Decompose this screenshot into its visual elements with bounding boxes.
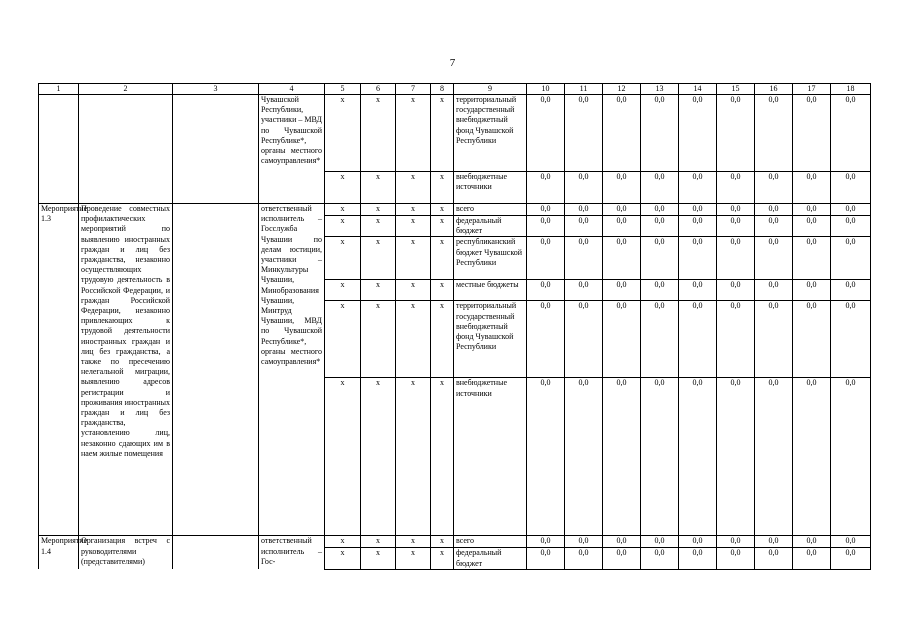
x-mark: x [325,204,361,216]
value-cell: 0,0 [565,237,603,280]
value-cell: 0,0 [679,172,717,204]
value-cell: 0,0 [717,301,755,378]
funding-source: всего [454,204,527,216]
value-cell: 0,0 [603,280,641,301]
value-cell: 0,0 [679,548,717,569]
value-cell: 0,0 [603,172,641,204]
value-cell: 0,0 [527,216,565,237]
x-mark: x [361,301,396,378]
x-mark: x [361,548,396,569]
value-cell: 0,0 [717,204,755,216]
x-mark: x [325,280,361,301]
column-header: 2 [79,84,173,95]
value-cell: 0,0 [527,378,565,536]
measure-title: Организация встреч с руководителями (представителями) [79,536,173,569]
x-mark: x [396,378,431,536]
executors: ответственный исполнитель – Гос- [259,536,325,569]
column-header: 6 [361,84,396,95]
x-mark: x [325,172,361,204]
x-mark: x [325,95,361,172]
value-cell: 0,0 [565,95,603,172]
value-cell: 0,0 [755,95,793,172]
funding-source: внебюджетные источники [454,378,527,536]
x-mark: x [325,301,361,378]
x-mark: x [431,536,454,548]
measure-title [79,95,173,204]
x-mark: x [396,301,431,378]
value-cell: 0,0 [641,280,679,301]
executors: ответственный исполнитель – Госслужба Чувашии по делам юстиции, участники – Минкультуры Чувашии, Минобразования Чувашии, Минтруд Чувашии, МВД по Чувашской Республике*, органы местного самоуправления* [259,204,325,536]
measure-label: Мероприятие 1.4 [39,536,79,569]
value-cell: 0,0 [793,378,831,536]
funding-source: всего [454,536,527,548]
value-cell: 0,0 [603,204,641,216]
value-cell: 0,0 [679,301,717,378]
table-row [39,204,871,216]
x-mark: x [325,378,361,536]
x-mark: x [361,280,396,301]
value-cell: 0,0 [755,536,793,548]
value-cell: 0,0 [831,172,871,204]
column-header: 9 [454,84,527,95]
value-cell: 0,0 [793,204,831,216]
x-mark: x [325,216,361,237]
column-header: 1 [39,84,79,95]
value-cell: 0,0 [603,95,641,172]
funding-source: республиканский бюджет Чувашской Республики [454,237,527,280]
x-mark: x [396,204,431,216]
value-cell: 0,0 [641,172,679,204]
funding-source: федеральный бюджет [454,216,527,237]
value-cell: 0,0 [641,378,679,536]
value-cell: 0,0 [831,536,871,548]
value-cell: 0,0 [641,548,679,569]
value-cell: 0,0 [717,95,755,172]
value-cell: 0,0 [641,95,679,172]
value-cell: 0,0 [793,216,831,237]
value-cell: 0,0 [565,548,603,569]
executors: Чувашской Республики, участники – МВД по Чувашской Республике*, органы местного самоуправления* [259,95,325,204]
value-cell: 0,0 [565,536,603,548]
value-cell: 0,0 [527,548,565,569]
column-header: 18 [831,84,871,95]
column-header: 8 [431,84,454,95]
value-cell: 0,0 [527,172,565,204]
value-cell: 0,0 [603,301,641,378]
value-cell: 0,0 [831,548,871,569]
value-cell: 0,0 [679,536,717,548]
value-cell: 0,0 [793,237,831,280]
header-row [39,84,871,95]
page-number: 7 [449,57,456,69]
value-cell: 0,0 [679,378,717,536]
x-mark: x [396,216,431,237]
value-cell: 0,0 [679,204,717,216]
funding-source: федеральный бюджет [454,548,527,569]
value-cell: 0,0 [565,172,603,204]
column-header: 14 [679,84,717,95]
x-mark: x [396,536,431,548]
column-header: 11 [565,84,603,95]
column-header: 7 [396,84,431,95]
measure-title: Проведение совместных профилактических мероприятий по выявлению иностранных граждан и лиц без гражданства, незаконно осуществляющих трудовую деятельность в Российской Федерации, и граждан Российской Федерации, незаконно привлекающих к трудовой деятельности иностранных граждан и лиц без гражданства, а также по пресечению нелегальной миграции, выявлению адресов регистрации и проживания иностранных граждан и лиц без гражданства, установлению лиц, незаконно сдающих им в наем жилые помещения [79,204,173,536]
table-row [39,95,871,172]
value-cell: 0,0 [793,536,831,548]
x-mark: x [431,172,454,204]
funding-source: внебюджетные источники [454,172,527,204]
value-cell: 0,0 [527,301,565,378]
x-mark: x [396,95,431,172]
column-header: 17 [793,84,831,95]
value-cell: 0,0 [641,301,679,378]
value-cell: 0,0 [679,237,717,280]
column-header: 12 [603,84,641,95]
value-cell: 0,0 [641,536,679,548]
x-mark: x [396,280,431,301]
value-cell: 0,0 [527,95,565,172]
x-mark: x [325,548,361,569]
value-cell: 0,0 [755,237,793,280]
value-cell: 0,0 [755,204,793,216]
column-header: 3 [173,84,259,95]
value-cell: 0,0 [565,301,603,378]
value-cell: 0,0 [527,237,565,280]
empty-column-3 [173,536,259,569]
value-cell: 0,0 [755,548,793,569]
x-mark: x [396,548,431,569]
x-mark: x [431,548,454,569]
value-cell: 0,0 [527,280,565,301]
value-cell: 0,0 [679,280,717,301]
value-cell: 0,0 [527,204,565,216]
value-cell: 0,0 [717,548,755,569]
x-mark: x [361,536,396,548]
x-mark: x [431,237,454,280]
value-cell: 0,0 [603,237,641,280]
value-cell: 0,0 [679,95,717,172]
value-cell: 0,0 [641,237,679,280]
value-cell: 0,0 [641,204,679,216]
x-mark: x [325,536,361,548]
column-header: 5 [325,84,361,95]
value-cell: 0,0 [755,301,793,378]
value-cell: 0,0 [793,548,831,569]
value-cell: 0,0 [565,204,603,216]
value-cell: 0,0 [679,216,717,237]
value-cell: 0,0 [565,280,603,301]
value-cell: 0,0 [793,172,831,204]
x-mark: x [396,237,431,280]
value-cell: 0,0 [831,216,871,237]
measure-label [39,95,79,204]
value-cell: 0,0 [717,237,755,280]
x-mark: x [361,172,396,204]
x-mark: x [361,216,396,237]
value-cell: 0,0 [831,204,871,216]
value-cell: 0,0 [755,172,793,204]
value-cell: 0,0 [793,301,831,378]
value-cell: 0,0 [831,378,871,536]
value-cell: 0,0 [793,280,831,301]
value-cell: 0,0 [717,216,755,237]
x-mark: x [361,204,396,216]
empty-column-3 [173,204,259,536]
column-header: 10 [527,84,565,95]
value-cell: 0,0 [755,216,793,237]
value-cell: 0,0 [565,378,603,536]
x-mark: x [431,378,454,536]
column-header: 16 [755,84,793,95]
funding-source: территориальный государственный внебюджетный фонд Чувашской Республики [454,95,527,172]
value-cell: 0,0 [603,548,641,569]
value-cell: 0,0 [603,378,641,536]
value-cell: 0,0 [527,536,565,548]
value-cell: 0,0 [603,216,641,237]
value-cell: 0,0 [717,280,755,301]
x-mark: x [431,204,454,216]
value-cell: 0,0 [755,378,793,536]
x-mark: x [431,280,454,301]
value-cell: 0,0 [793,95,831,172]
funding-source: территориальный государственный внебюджетный фонд Чувашской Республики [454,301,527,378]
x-mark: x [431,216,454,237]
table-row [39,536,871,548]
column-header: 15 [717,84,755,95]
x-mark: x [361,237,396,280]
value-cell: 0,0 [641,216,679,237]
column-header: 13 [641,84,679,95]
value-cell: 0,0 [831,95,871,172]
value-cell: 0,0 [717,378,755,536]
funding-source: местные бюджеты [454,280,527,301]
budget-table [38,83,871,570]
column-header: 4 [259,84,325,95]
x-mark: x [361,95,396,172]
value-cell: 0,0 [717,536,755,548]
value-cell: 0,0 [831,301,871,378]
x-mark: x [361,378,396,536]
value-cell: 0,0 [603,536,641,548]
x-mark: x [431,95,454,172]
x-mark: x [396,172,431,204]
measure-label: Мероприятие 1.3 [39,204,79,536]
x-mark: x [431,301,454,378]
empty-column-3 [173,95,259,204]
value-cell: 0,0 [831,237,871,280]
x-mark: x [325,237,361,280]
value-cell: 0,0 [565,216,603,237]
value-cell: 0,0 [831,280,871,301]
value-cell: 0,0 [717,172,755,204]
value-cell: 0,0 [755,280,793,301]
